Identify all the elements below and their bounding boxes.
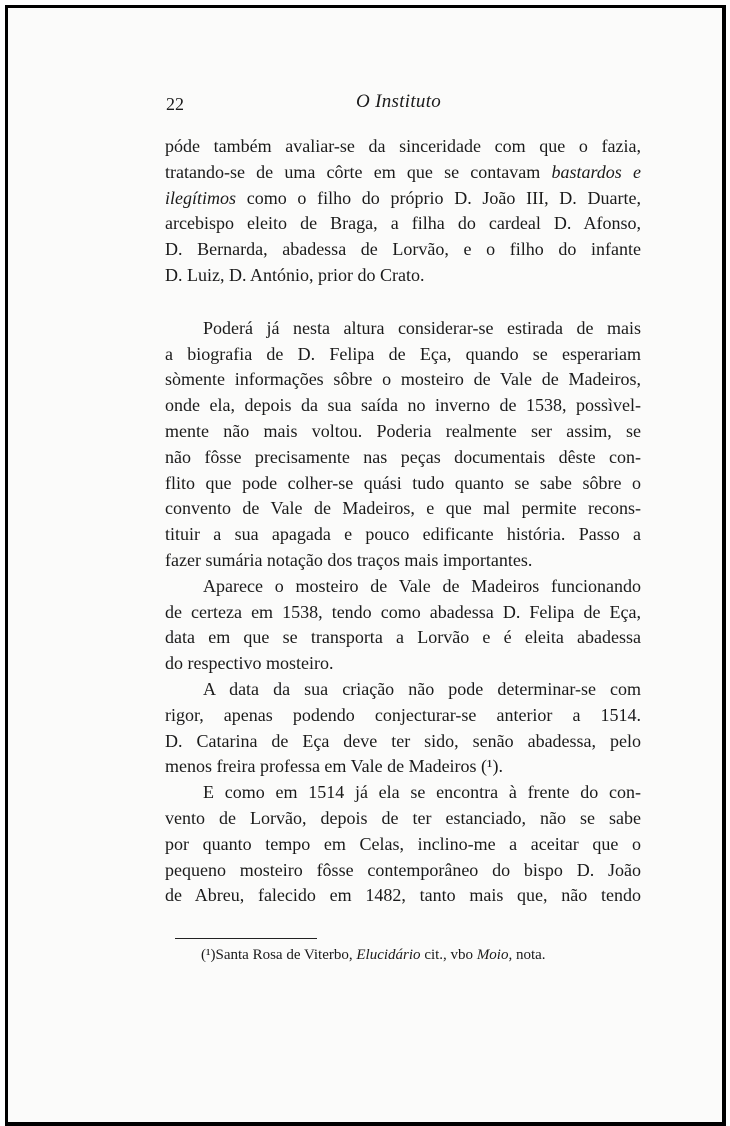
line-pre: tratando-se de uma côrte em que se contavam [165,161,552,182]
footnote-divider [175,938,317,939]
footnote-author: Santa Rosa de Viterbo, [215,947,353,964]
italic-term: ilegítimos [165,187,236,208]
text-line: não fôsse precisamente nas peças documentais dêste con- [165,446,641,467]
text-line: convento de Vale de Madeiros, e que mal permite recons- [165,498,641,519]
text-line: pequeno mosteiro fôsse contemporâneo do bispo D. João [165,859,641,880]
page-header [165,88,641,122]
text-line: menos freira professa em Vale de Madeiros (¹). [165,756,503,777]
text-line: sòmente informações sôbre o mosteiro de Vale de Madeiros, [165,369,641,390]
text-line: a biografia de D. Felipa de Eça, quando se esperariam [165,343,641,364]
paragraph [165,677,641,780]
paragraph [165,134,641,289]
footnote-entry: Moio, [476,947,513,964]
line-post: como o filho do próprio D. João III, D. Duarte, [236,187,641,208]
body-text [165,134,641,909]
text-line: de certeza em 1538, tendo como abadessa D. Felipa de Eça, [165,601,641,622]
page-number: 22 [166,94,184,114]
paragraph-gap [165,289,641,316]
footnote-marker: (¹) [201,947,216,964]
text-line: do respectivo mosteiro. [165,653,334,674]
paragraph [165,316,641,574]
text-line: de Abreu, falecido em 1482, tanto mais que, não tendo [165,885,641,906]
text-line: fazer sumária notação dos traços mais importantes. [165,549,533,570]
text-line: mente não mais voltou. Poderia realmente ser assim, se [165,420,641,441]
book-page [165,88,641,964]
footnote-middle: cit., vbo [424,947,474,964]
text-line: data em que se transporta a Lorvão e é eleita abadessa [165,627,641,648]
text-line: E como em 1514 já ela se encontra à frente do con- [203,782,641,803]
footnote-end: nota. [515,947,546,964]
text-line: por quanto tempo em Celas, inclino-me a aceitar que o [165,833,641,854]
text-line [165,160,641,186]
footnote [201,947,641,964]
text-line: Aparece o mosteiro de Vale de Madeiros funcionando [203,575,641,596]
text-line: D. Bernarda, abadessa de Lorvão, e o filho do infante [165,239,641,260]
text-line: flito que pode colher-se quási tudo quanto se sabe sôbre o [165,472,641,493]
text-line: arcebispo eleito de Braga, a filha do cardeal D. Afonso, [165,213,641,234]
paragraph [165,780,641,909]
text-line: A data da sua criação não pode determinar-se com [203,678,641,699]
text-line: onde ela, depois da sua saída no inverno de 1538, possìvel- [165,395,641,416]
paragraph [165,574,641,677]
text-line: Poderá já nesta altura considerar-se estirada de mais [203,317,641,338]
italic-term: bastardos e [551,161,642,182]
text-line: rigor, apenas podendo conjecturar-se anterior a 1514. [165,704,641,725]
running-title: O Instituto [356,91,442,112]
text-line: vento de Lorvão, depois de ter estanciado, não se sabe [165,807,641,828]
text-line: tituir a sua apagada e pouco edificante história. Passo a [165,524,641,545]
footnote-work: Elucidário [356,947,421,964]
text-line [165,186,641,212]
text-line: D. Catarina de Eça deve ter sido, senão abadessa, pelo [165,730,641,751]
text-line: póde também avaliar-se da sinceridade com que o fazia, [165,136,641,156]
text-line: D. Luiz, D. António, prior do Crato. [165,264,425,285]
